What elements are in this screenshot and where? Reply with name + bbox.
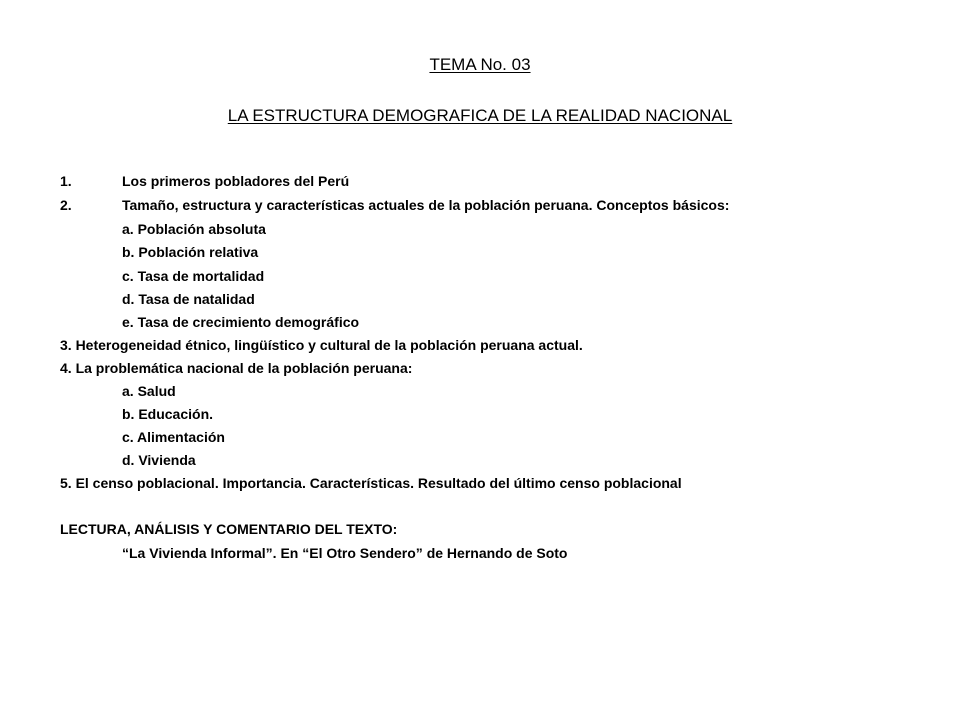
sub-item-poblacion-relativa: b. Población relativa xyxy=(122,244,259,260)
list-item-number: 2. xyxy=(60,197,72,213)
list-item-1 xyxy=(60,172,349,190)
sub-item-tasa-natalidad: d. Tasa de natalidad xyxy=(122,291,255,307)
list-item-5: 5. El censo poblacional. Importancia. Características. Resultado del último censo poblacional xyxy=(60,475,682,491)
sub-item-poblacion-absoluta: a. Población absoluta xyxy=(122,221,266,237)
list-item-3: 3. Heterogeneidad étnico, lingüístico y cultural de la población peruana actual. xyxy=(60,337,583,353)
sub-item-educacion: b. Educación. xyxy=(122,406,214,422)
list-item-text: Los primeros pobladores del Perú xyxy=(122,173,350,189)
sub-item-vivienda: d. Vivienda xyxy=(122,452,196,468)
page-title: LA ESTRUCTURA DEMOGRAFICA DE LA REALIDAD NACIONAL xyxy=(227,106,733,125)
sub-item-alimentacion: c. Alimentación xyxy=(122,429,225,445)
sub-item-tasa-crecimiento: e. Tasa de crecimiento demográfico xyxy=(122,314,360,330)
list-item-2 xyxy=(60,196,729,214)
list-item-number: 1. xyxy=(60,173,72,189)
topic-number-title: TEMA No. 03 xyxy=(429,55,531,74)
list-item-text: Tamaño, estructura y características actuales de la población peruana. Conceptos básicos: xyxy=(122,197,730,213)
reading-text: “La Vivienda Informal”. En “El Otro Sendero” de Hernando de Soto xyxy=(122,545,568,561)
sub-item-tasa-mortalidad: c. Tasa de mortalidad xyxy=(122,268,265,284)
list-item-4: 4. La problemática nacional de la población peruana: xyxy=(60,360,413,376)
reading-heading: LECTURA, ANÁLISIS Y COMENTARIO DEL TEXTO: xyxy=(60,521,398,537)
sub-item-salud: a. Salud xyxy=(122,383,176,399)
